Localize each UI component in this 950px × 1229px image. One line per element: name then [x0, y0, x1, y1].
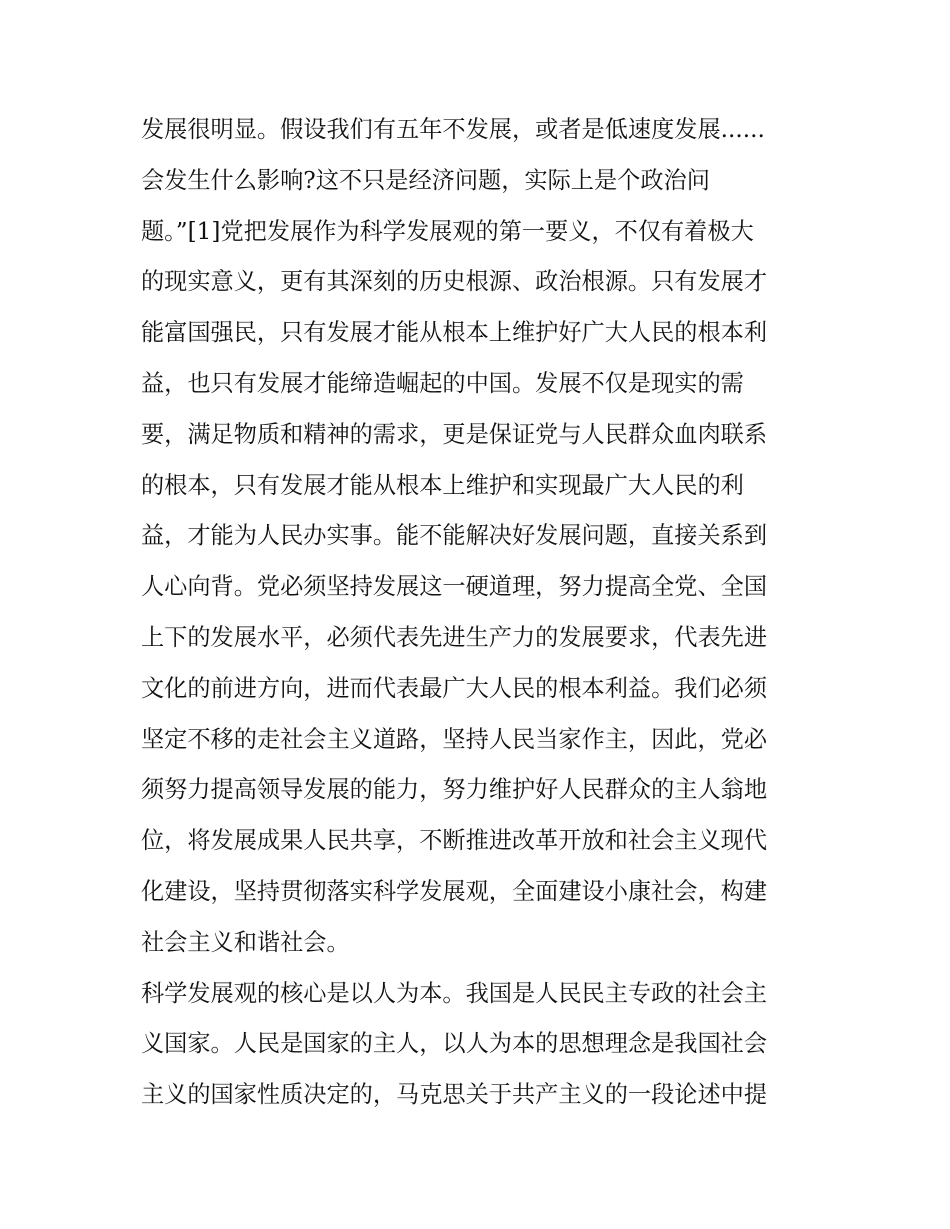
- text-line: 益，也只有发展才能缔造崛起的中国。发展不仅是现实的需: [141, 369, 744, 397]
- text-line: 的现实意义，更有其深刻的历史根源、政治根源。只有发展才: [141, 268, 768, 296]
- text-line: 上下的发展水平，必须代表先进生产力的发展要求，代表先进: [141, 623, 768, 651]
- text-line: 科学发展观的核心是以人为本。我国是人民民主专政的社会主: [141, 979, 768, 1007]
- text-line: 能富国强民，只有发展才能从根本上维护好广大人民的根本利: [141, 319, 768, 347]
- text-line: 社会主义和谐社会。: [141, 928, 350, 956]
- text-line: 须努力提高领导发展的能力，努力维护好人民群众的主人翁地: [141, 776, 768, 804]
- text-line: 位，将发展成果人民共享，不断推进改革开放和社会主义现代: [141, 827, 768, 855]
- text-line: 益，才能为人民办实事。能不能解决好发展问题，直接关系到: [141, 522, 768, 550]
- text-line: 要，满足物质和精神的需求，更是保证党与人民群众血肉联系: [141, 420, 768, 448]
- text-line: 会发生什么影响?这不只是经济问题，实际上是个政治问: [141, 166, 710, 194]
- text-line: 人心向背。党必须坚持发展这一硬道理，努力提高全党、全国: [141, 573, 768, 601]
- text-line: 化建设，坚持贯彻落实科学发展观，全面建设小康社会，构建: [141, 877, 768, 905]
- text-line: 坚定不移的走社会主义道路，坚持人民当家作主，因此，党必: [141, 725, 768, 753]
- text-line: 的根本，只有发展才能从根本上维护和实现最广大人民的利: [141, 471, 744, 499]
- text-line: 主义的国家性质决定的，马克思关于共产主义的一段论述中提: [141, 1081, 768, 1109]
- document-body: [141, 105, 821, 1121]
- text-line: 题。”[1]党把发展作为科学发展观的第一要义，不仅有着极大: [141, 217, 754, 245]
- text-line: 义国家。人民是国家的主人，以人为本的思想理念是我国社会: [141, 1030, 768, 1058]
- text-line: 文化的前进方向，进而代表最广大人民的根本利益。我们必须: [141, 674, 768, 702]
- text-line: 发展很明显。假设我们有五年不发展，或者是低速度发展......: [141, 116, 765, 143]
